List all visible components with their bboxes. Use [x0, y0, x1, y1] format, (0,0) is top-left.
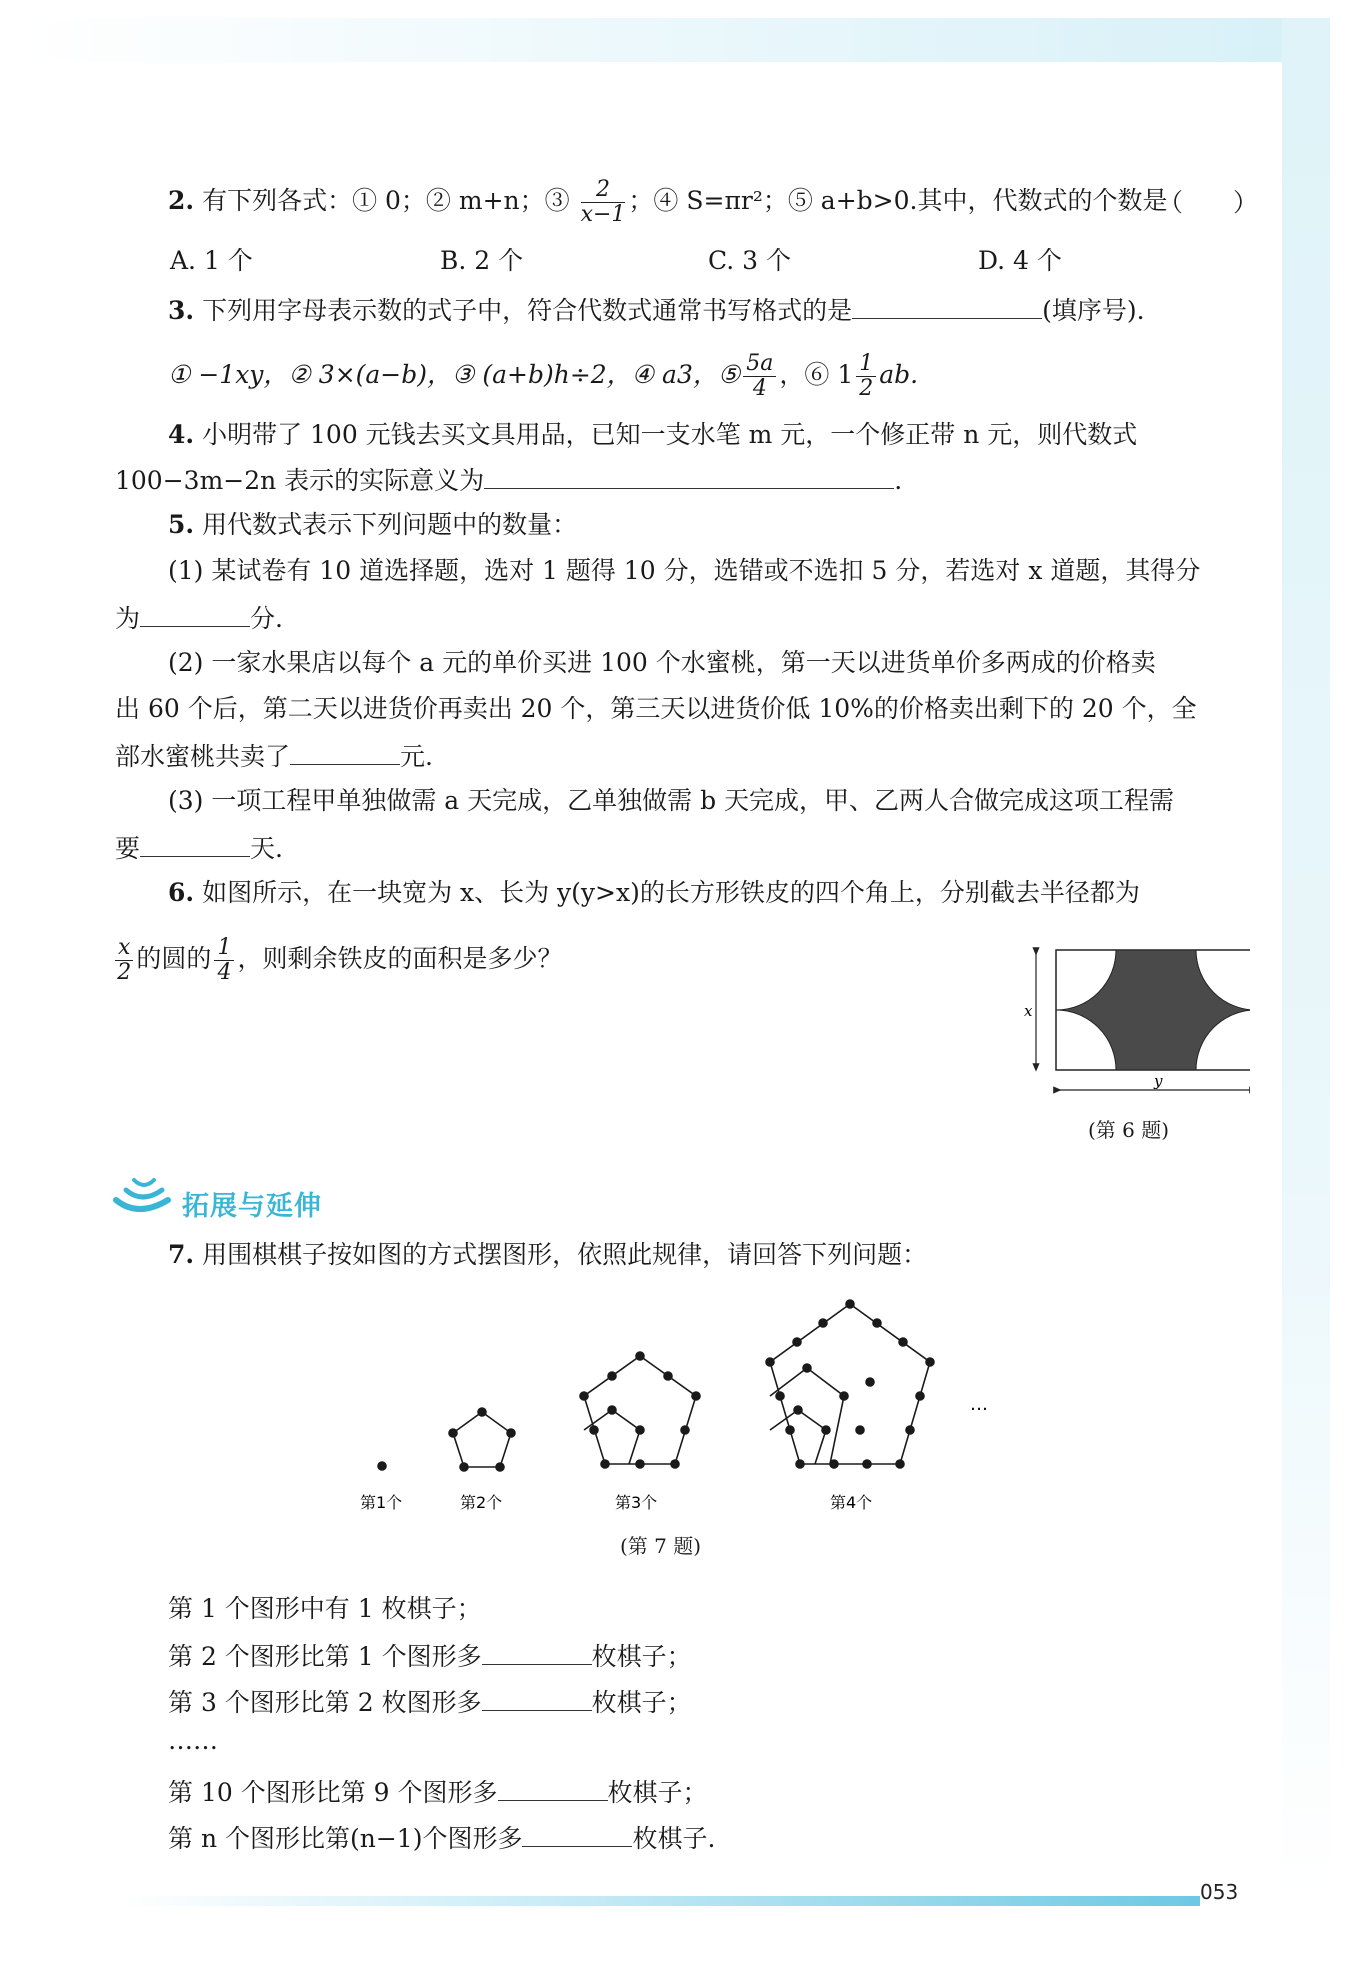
q7-fig2-label: 第2个 [460, 1493, 503, 1512]
page-number: 053 [1200, 1880, 1239, 1904]
q2-line [168, 178, 1167, 227]
q7-fig3-pentagon [580, 1352, 700, 1468]
q3-tail: (填序号). [1042, 296, 1145, 325]
q7-answer-line-ellipsis: …… [168, 1726, 218, 1755]
q5-title: 5. 用代数式表示下列问题中的数量： [168, 510, 578, 539]
q5-p3-line2: 要 天. [115, 830, 283, 866]
q3-line [168, 292, 1145, 328]
q2-label: 2. [168, 186, 195, 215]
section-title: 拓展与延伸 [182, 1191, 322, 1222]
q2-option-b: B. 2 个 [440, 246, 524, 275]
q3-items-c: ab. [879, 360, 919, 389]
q6-y-label: y [1154, 1072, 1163, 1090]
q7-answer-line-2: 第 2 个图形比第 1 个图形多 枚棋子； [168, 1638, 692, 1674]
q7-blank-2[interactable] [482, 1638, 592, 1665]
q3-label: 3. [168, 296, 195, 325]
q2-text-b: ；④ S=πr²；⑤ a+b>0.其中，代数式的个数是 [628, 186, 1168, 215]
q5-p1-line1: (1) 某试卷有 10 道选择题，选对 1 题得 10 分，选错或不选扣 5 分，若选对 x 道题，其得分 [168, 556, 1201, 585]
q4-label: 4. [168, 420, 195, 449]
q7-fig4-pentagon [766, 1300, 934, 1468]
q7-line: 7. 用围棋棋子按如图的方式摆图形，依照此规律，请回答下列问题： [168, 1240, 928, 1269]
q2-option-c: C. 3 个 [708, 246, 791, 275]
q7-answer-line-n: 第 n 个图形比第(n−1)个图形多 枚棋子. [168, 1820, 715, 1856]
q5-p3-blank[interactable] [140, 830, 250, 857]
q7-fig4-label: 第4个 [830, 1493, 873, 1512]
q3-fraction-2: $\frac{1}{2}$ [856, 352, 876, 401]
q2-answer-paren: （ ） [1158, 188, 1259, 217]
q6-label: 6. [168, 878, 195, 907]
q4-answer-blank[interactable] [484, 462, 894, 489]
q5-p2-blank[interactable] [290, 738, 400, 765]
q5-p1-line2: 为 分. [115, 600, 283, 636]
top-margin [0, 0, 1350, 18]
q6-fraction-1: $\frac{x}{2}$ [115, 936, 133, 985]
q3-items-a: ① −1xy，② 3×(a−b)，③ (a+b)h÷2，④ a3，⑤ [168, 360, 741, 389]
q7-fig1-label: 第1个 [360, 1493, 403, 1512]
q7-figure [340, 1290, 1020, 1530]
q7-answer-line-3: 第 3 个图形比第 2 枚图形多 枚棋子； [168, 1684, 692, 1720]
q4-line1: 4. 小明带了 100 元钱去买文具用品，已知一支水笔 m 元，一个修正带 n 元，则代数式 [168, 420, 1138, 449]
q4-line2: 100−3m−2n 表示的实际意义为 . [115, 462, 902, 498]
q5-p2-line3: 部水蜜桃共卖了 元. [115, 738, 433, 774]
q7-ellipsis: … [970, 1394, 988, 1415]
q3-fraction-1: $\frac{5a}{4}$ [743, 352, 776, 401]
q7-caption: (第 7 题) [620, 1534, 702, 1558]
q5-p2-line1: (2) 一家水果店以每个 a 元的单价买进 100 个水蜜桃，第一天以进货单价多两成的价格卖 [168, 648, 1156, 677]
q3-text: 下列用字母表示数的式子中，符合代数式通常书写格式的是 [202, 296, 853, 325]
q7-fig1-dot [378, 1462, 386, 1470]
q5-label: 5. [168, 510, 195, 539]
q7-blank-3[interactable] [482, 1684, 592, 1711]
q5-p2-line2: 出 60 个后，第二天以进货价再卖出 20 个，第三天以进货价低 10%的价格卖出剩下的 20 个，全 [115, 694, 1197, 723]
q7-blank-10[interactable] [498, 1774, 608, 1801]
q7-label: 7. [168, 1240, 195, 1269]
q2-fraction: $\frac{2}{x-1}$ [580, 177, 626, 227]
q6-line2: $\frac{x}{2}$ 的圆的 $\frac{1}{4}$ ，则剩余铁皮的面积是多少？ [112, 936, 562, 985]
q7-answer-line-1: 第 1 个图形中有 1 枚棋子； [168, 1594, 482, 1623]
q6-line1: 6. 如图所示，在一块宽为 x、长为 y(y>x)的长方形铁皮的四个角上，分别截去半径都为 [168, 878, 1140, 907]
q6-fraction-2: $\frac{1}{4}$ [214, 936, 234, 985]
top-decor-band [18, 18, 1330, 62]
q6-caption: (第 6 题) [1088, 1118, 1170, 1142]
footer-decor-line [120, 1896, 1200, 1906]
q3-items [168, 352, 918, 401]
q5-p1-blank[interactable] [140, 600, 250, 627]
q7-blank-n[interactable] [522, 1820, 632, 1847]
q5-p3-line1: (3) 一项工程甲单独做需 a 天完成，乙单独做需 b 天完成，甲、乙两人合做完成这项工程需 [168, 786, 1175, 815]
section-wave-icon [112, 1176, 176, 1220]
q6-figure [1020, 940, 1250, 1110]
q7-fig3-label: 第3个 [615, 1493, 658, 1512]
q2-text-a: 有下列各式：① 0；② m+n；③ [202, 186, 578, 215]
q7-fig2-pentagon [449, 1408, 515, 1471]
q6-x-label: x [1024, 1002, 1033, 1020]
q3-items-b: ，⑥ 1 [779, 360, 854, 389]
q3-answer-blank[interactable] [852, 292, 1042, 319]
q7-answer-line-10: 第 10 个图形比第 9 个图形多 枚棋子； [168, 1774, 708, 1810]
q2-option-a: A. 1 个 [170, 246, 253, 275]
right-decor-band [1282, 18, 1330, 1898]
q2-option-d: D. 4 个 [978, 246, 1062, 275]
